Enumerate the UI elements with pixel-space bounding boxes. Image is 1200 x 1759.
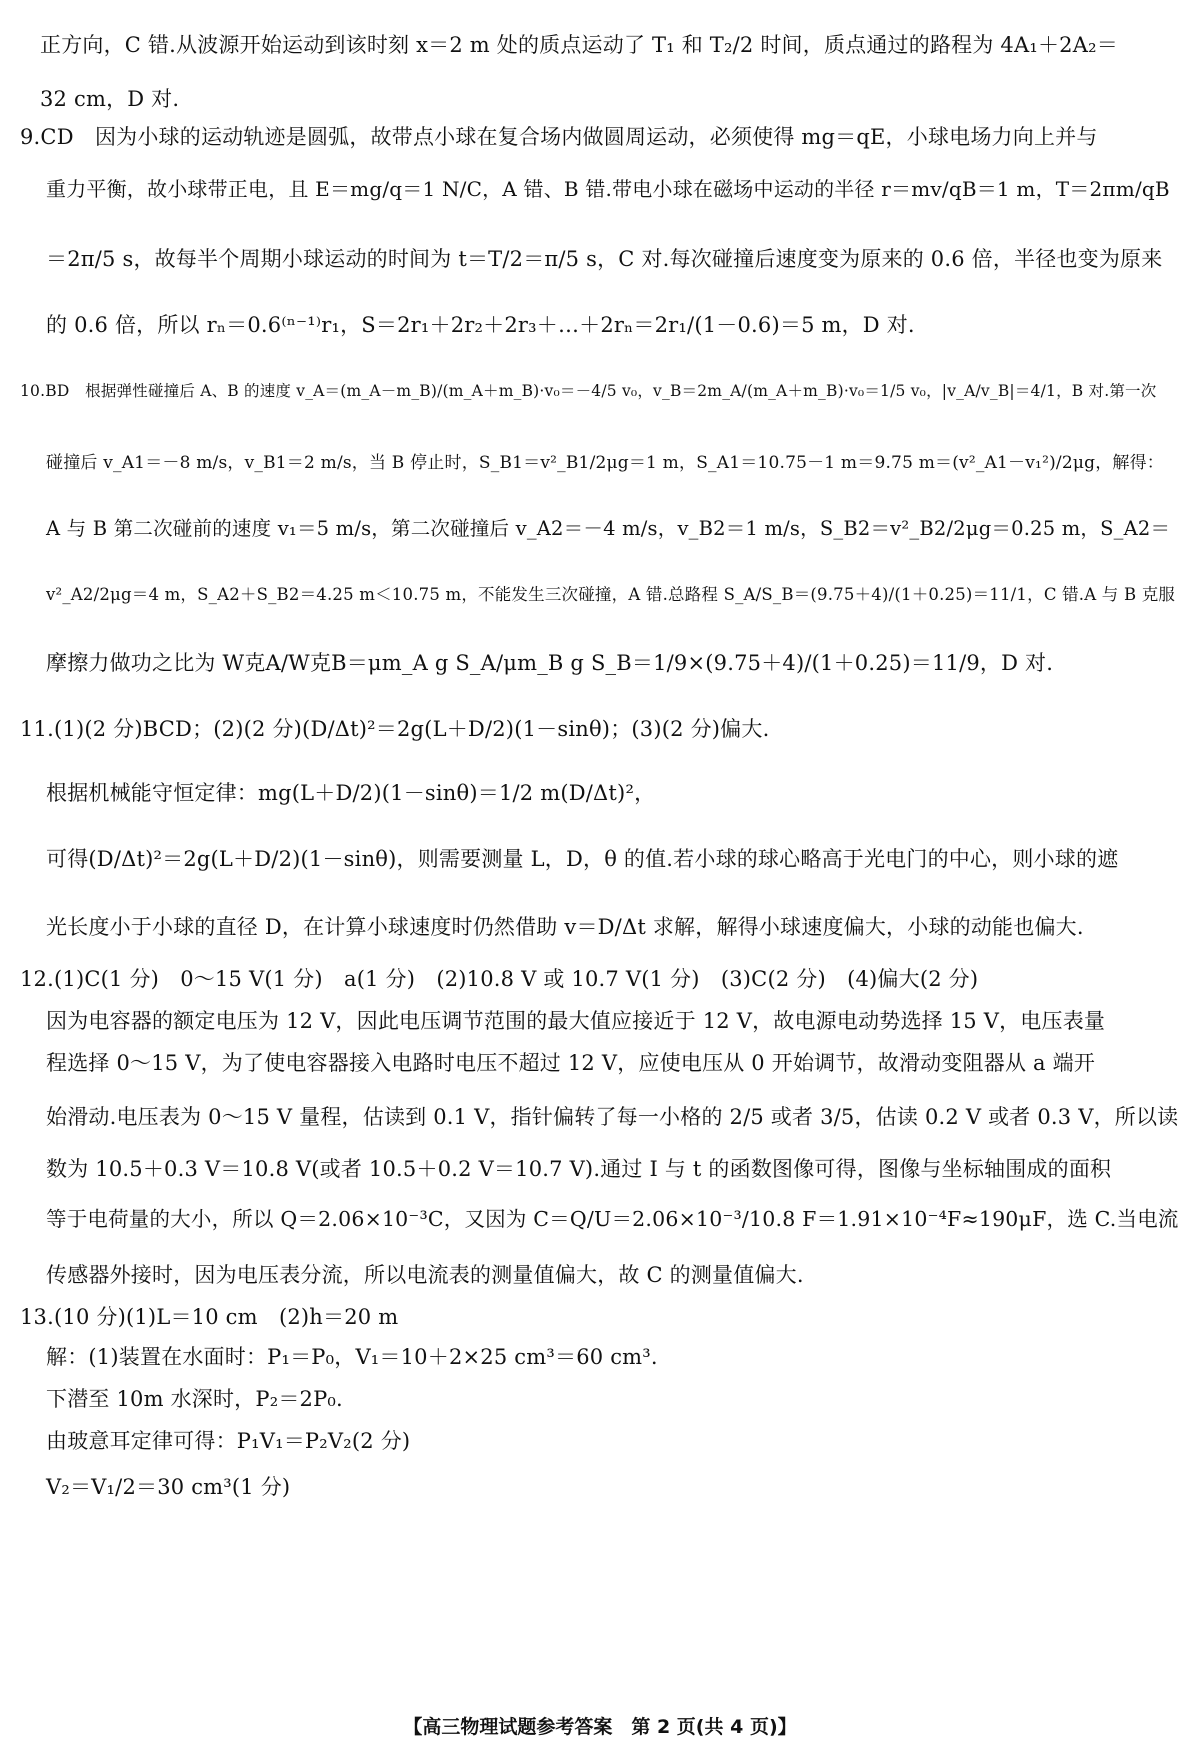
text-line: V₂＝V₁/2＝30 cm³(1 分) [46,1475,291,1499]
text-line: 传感器外接时，因为电压表分流，所以电流表的测量值偏大，故 C 的测量值偏大. [46,1263,804,1287]
answer-12-line: 12.(1)C(1 分) 0～15 V(1 分) a(1 分) (2)10.8 V 或 10.7 V(1 分) (3)C(2 分) (4)偏大(2 分) [20,967,979,991]
text-line: 32 cm，D 对. [40,87,180,111]
text-line: 可得(D/Δt)²＝2g(L＋D/2)(1－sinθ)，则需要测量 L，D，θ 的值.若小球的球心略高于光电门的中心，则小球的遮 [46,847,1119,871]
answer-9-line: 9.CD 因为小球的运动轨迹是圆弧，故带点小球在复合场内做圆周运动，必须使得 mg＝qE，小球电场力向上并与 [20,125,1098,149]
text-line: v²_A2/2μg＝4 m，S_A2＋S_B2＝4.25 m＜10.75 m，不能发生三次碰撞，A 错.总路程 S_A/S_B＝(9.75＋4)/(1＋0.25)＝11/1，C 错.A 与 B 克服 [46,585,1176,604]
text-line: 数为 10.5＋0.3 V＝10.8 V(或者 10.5＋0.2 V＝10.7 V).通过 I 与 t 的函数图像可得，图像与坐标轴围成的面积 [46,1157,1112,1181]
answer-10-line: 10.BD 根据弹性碰撞后 A、B 的速度 v_A＝(m_A－m_B)/(m_A＋m_B)·v₀＝－4/5 v₀，v_B＝2m_A/(m_A＋m_B)·v₀＝1/5 v₀，|v_A/v_B|＝4/1，B 对.第一次 [20,382,1157,400]
text-line: 程选择 0～15 V，为了使电容器接入电路时电压不超过 12 V，应使电压从 0 开始调节，故滑动变阻器从 a 端开 [46,1051,1096,1075]
text-line: 始滑动.电压表为 0～15 V 量程，估读到 0.1 V，指针偏转了每一小格的 2/5 或者 3/5，估读 0.2 V 或者 0.3 V，所以读 [46,1105,1179,1129]
text-line: A 与 B 第二次碰前的速度 v₁＝5 m/s，第二次碰撞后 v_A2＝－4 m/s，v_B2＝1 m/s，S_B2＝v²_B2/2μg＝0.25 m，S_A2＝ [46,517,1171,540]
text-line: 下潜至 10m 水深时，P₂＝2P₀. [46,1387,343,1411]
answer-11-line: 11.(1)(2 分)BCD；(2)(2 分)(D/Δt)²＝2g(L＋D/2)(1－sinθ)；(3)(2 分)偏大. [20,717,770,741]
text-line: 根据机械能守恒定律：mg(L＋D/2)(1－sinθ)＝1/2 m(D/Δt)²， [46,781,656,805]
text-line: 的 0.6 倍，所以 rₙ＝0.6⁽ⁿ⁻¹⁾r₁，S＝2r₁＋2r₂＋2r₃＋…＋2rₙ＝2r₁/(1－0.6)＝5 m，D 对. [46,313,915,337]
page-footer: 【高三物理试题参考答案 第 2 页(共 4 页)】 [403,1716,797,1738]
text-line: 重力平衡，故小球带正电，且 E＝mg/q＝1 N/C，A 错、B 错.带电小球在磁场中运动的半径 r＝mv/qB＝1 m，T＝2πm/qB [46,177,1170,201]
text-line: 正方向，C 错.从波源开始运动到该时刻 x＝2 m 处的质点运动了 T₁ 和 T₂/2 时间，质点通过的路程为 4A₁＋2A₂＝ [40,33,1118,57]
text-line: 由玻意耳定律可得：P₁V₁＝P₂V₂(2 分) [46,1429,411,1453]
text-line: 碰撞后 v_A1＝－8 m/s，v_B1＝2 m/s，当 B 停止时，S_B1＝v²_B1/2μg＝1 m，S_A1＝10.75－1 m＝9.75 m＝(v²_A1－v₁²)/2μg，解得： [46,453,1164,473]
text-line: ＝2π/5 s，故每半个周期小球运动的时间为 t＝T/2＝π/5 s，C 对.每次碰撞后速度变为原来的 0.6 倍，半径也变为原来 [46,247,1163,271]
text-line: 等于电荷量的大小，所以 Q＝2.06×10⁻³C，又因为 C＝Q/U＝2.06×10⁻³/10.8 F＝1.91×10⁻⁴F≈190μF，选 C.当电流 [46,1207,1179,1231]
text-line: 摩擦力做功之比为 W克A/W克B＝μm_A g S_A/μm_B g S_B＝1/9×(9.75＋4)/(1＋0.25)＝11/9，D 对. [46,651,1054,675]
text-line: 解：(1)装置在水面时：P₁＝P₀，V₁＝10＋2×25 cm³＝60 cm³. [46,1345,658,1369]
answer-13-line: 13.(10 分)(1)L＝10 cm (2)h＝20 m [20,1305,399,1329]
text-line: 光长度小于小球的直径 D，在计算小球速度时仍然借助 v＝D/Δt 求解，解得小球速度偏大，小球的动能也偏大. [46,915,1084,939]
text-line: 因为电容器的额定电压为 12 V，因此电压调节范围的最大值应接近于 12 V，故电源电动势选择 15 V，电压表量 [46,1009,1106,1033]
